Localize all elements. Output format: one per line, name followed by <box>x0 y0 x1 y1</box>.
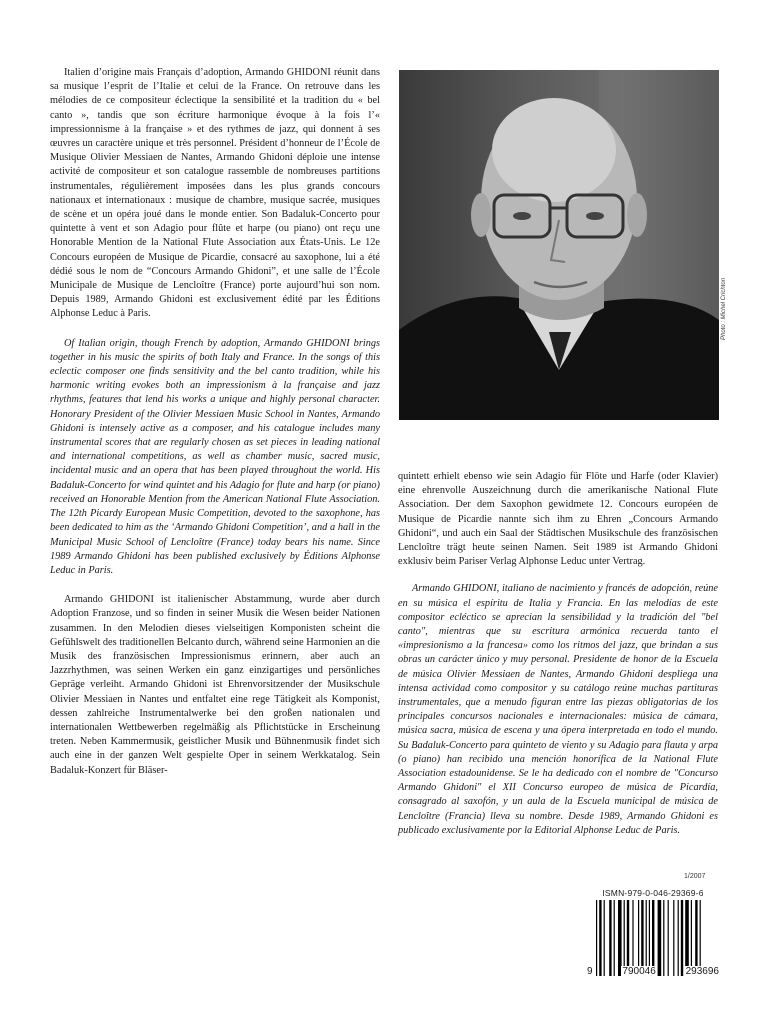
french-paragraph: Italien d’origine mais Français d’adoption, Armando GHIDONI réunit dans sa musique l’esprit de l’Italie et celui de la France. On retrouve dans les mélodies de ce compositeur éclectique la sensibilité et la tradition du « bel canto », tandis que son écriture harmonique évoque à la fois l’« impressionnisme à la française » et des rythmes de jazz, qui donnent à ses œuvres un caractère unique et très personnel. Président d’honneur de l’École de Musique Olivier Messiaen de Nantes, Armando Ghidoni déploie une intense activité de compositeur et son catalogue rassemble de nombreuses partitions instrumentales, régulièrement imposées dans les plus grands concours nationaux et internationaux : musique de chambre, musique sacrée, musiques de scène et un opéra joué dans le monde entier. Son Badaluk-Concerto pour quintette à vent et son Adagio pour flûte et harpe (ou piano) ont reçu une Honorable Mention de la National Flute Association aux États-Unis. Le 12e Concours européen de Musique de Picardie, consacré au saxophone, lui a été dédié sous le nom de “Concours Armando Ghidoni”, et une salle de l’École Municipale de Musique de Lencloître (France) porte aujourd’hui son nom. Depuis 1989, Armando Ghidoni est exclusivement édité par les Éditions Alphonse Leduc à Paris. <box>50 67 380 320</box>
barcode-bar <box>681 900 683 976</box>
barcode-bar <box>604 900 605 976</box>
barcode-bar <box>673 900 674 976</box>
barcode-digit-lead: 9 <box>587 966 593 977</box>
barcode-bar <box>618 900 622 976</box>
barcode-bar <box>649 900 650 976</box>
composer-portrait-photo <box>399 70 719 420</box>
barcode-bar <box>624 900 625 976</box>
barcode-bar <box>614 900 615 976</box>
barcode-digits-right: 293696 <box>685 966 719 977</box>
english-paragraph: Of Italian origin, though French by adoption, Armando GHIDONI brings together in his music the spirits of both Italy and France. In the songs of this eclectic composer one finds sensitivity and the bel canto tradition, while his harmonic writing evokes both an impressionism à la française and jazz rhythms, features that lend his works a unique and highly personal character. Honorary President of the Olivier Messiaen Music School in Nantes, Armando Ghidoni is intensely active as a composer, and his catalogue includes many instrumental scores that are regularly chosen as set pieces in leading national and international competitions, as well as chamber music, sacred music, incidental music and an opera that has been played throughout the world. His Badaluk-Concerto for wind quintet and his Adagio for flute and harp (or piano) received an Honorable Mention from the American National Flute Association. The 12th Picardy European Music Competition, devoted to the saxophone, has been dedicated to him as the ‘Armando Ghidoni Competition’, and a hall in the Municipal Music School of Lencloître (France) today bears his name. Since 1989 Armando Ghidoni has been published exclusively by Éditions Alphonse Leduc in Paris. <box>50 337 380 576</box>
left-text-column <box>50 66 380 793</box>
barcode-digits <box>586 966 720 977</box>
barcode-bar <box>695 900 697 976</box>
date-code: 1/2007 <box>684 873 706 880</box>
barcode-bar <box>668 900 669 976</box>
barcode-bar <box>678 900 679 976</box>
barcode-bar <box>700 900 701 976</box>
barcode-bar <box>596 900 597 976</box>
barcode-digits-left: 790046 <box>622 966 656 977</box>
barcode-bar <box>599 900 601 976</box>
ismn-number: ISMN-979-0-046-29369-6 <box>602 888 704 898</box>
spanish-paragraph: Armando GHIDONI, italiano de nacimiento y francés de adopción, reúne en su música el espíritu de Italia y Francia. En las melodías de este compositor ecléctico se aprecian la sensibilidad y la tradición del "bel canto", mientras que su escritura armónica recuerda tanto el «impresionismo a la francesa» como los ritmos del jazz, que brindan a sus obras un carácter único y muy personal. Presidente de honor de la Escuela de música Olivier Messiaen de Nantes, Armando Ghidoni despliega una intensa actividad como compositor y su catálogo reúne muchas partituras instrumentales, que a menudo figuran entre las piezas obligatorias de los principales concursos nacionales e internacionales: música de cámara, música sacra, música de escena y una ópera interpretada en todo el mundo. Su Badaluk-Concerto para quinteto de viento y su Adagio para flauta y arpa (o piano) han recibido una mención honorífica de la National Flute Association estadounidense. Se le ha dedicado con el nombre de "Concurso Armando Ghidoni" el XII Concurso europeo de música de Picardía, consagrado al saxofón, y un aula de la Escuela municipal de música de Lencloître (Francia) lleva su nombre. Desde 1989, Armando Ghidoni es publicado exclusivamente por la Editorial Alphonse Leduc de Paris. <box>398 583 718 836</box>
barcode-block <box>586 888 720 986</box>
photo-credit: Photo : Michel Crichton <box>721 277 727 340</box>
barcode-bar <box>646 900 647 976</box>
german-paragraph-start: Armando GHIDONI ist italienischer Abstammung, wurde aber durch Adoption Franzose, und so finden in seiner Musik die Wesen beider Nationen zusammen. In den Melodien dieses vielseitigen Komponisten scheint die Gefühlswelt des traditionellen Belcanto durch, während seine Harmonien an die Musik des französischen Impressionismus erinnern, aber auch an Jazzrhythmen, was seinen Werken ein ganz einzigartiges und persönliches Gepräge verleiht. Armando Ghidoni ist Ehrenvorsitzender der Musikschule Olivier Messiaen in Nantes und entfaltet eine rege Tätigkeit als Komponist, dessen zahlreiche Instrumentalwerke bei den großen nationalen und internationalen Wettbewerben regelmäßig als Pflichtstücke in Erscheinung treten. Neben Kammermusik, geistlicher Musik und Bühnenmusik findet sich auch eine in der ganzen Welt gespielte Oper in seinem Werkkatalog. Sein Badaluk-Konzert für Bläser- <box>50 594 380 776</box>
barcode-bar <box>658 900 662 976</box>
barcode-bar <box>627 900 629 976</box>
barcode-bars <box>586 900 720 976</box>
barcode-bar <box>632 900 633 976</box>
barcode-bar <box>685 900 689 976</box>
barcode-bar <box>641 900 643 976</box>
barcode-bar <box>663 900 664 976</box>
right-text-column <box>398 470 718 851</box>
barcode-bar <box>609 900 611 976</box>
barcode-bar <box>652 900 654 976</box>
barcode-bar <box>691 900 692 976</box>
barcode-bar <box>638 900 639 976</box>
german-paragraph-end: quintett erhielt ebenso wie sein Adagio für Flöte und Harfe (oder Klavier) eine ehrenvolle Auszeichnung durch die amerikanische National Flute Association. Der dem Saxophon gewidmete 12. Concours européen de Musique de Picardie nannte sich ihm zu Ehren „Concours Armando Ghidoni“, und auch ein Saal der Städtischen Musikschule des französischen Lencloître trägt heute seinen Namen. Seit 1989 ist Armando Ghidoni exklusiv beim Pariser Verlag Alphonse Leduc unter Vertrag. <box>398 471 718 568</box>
